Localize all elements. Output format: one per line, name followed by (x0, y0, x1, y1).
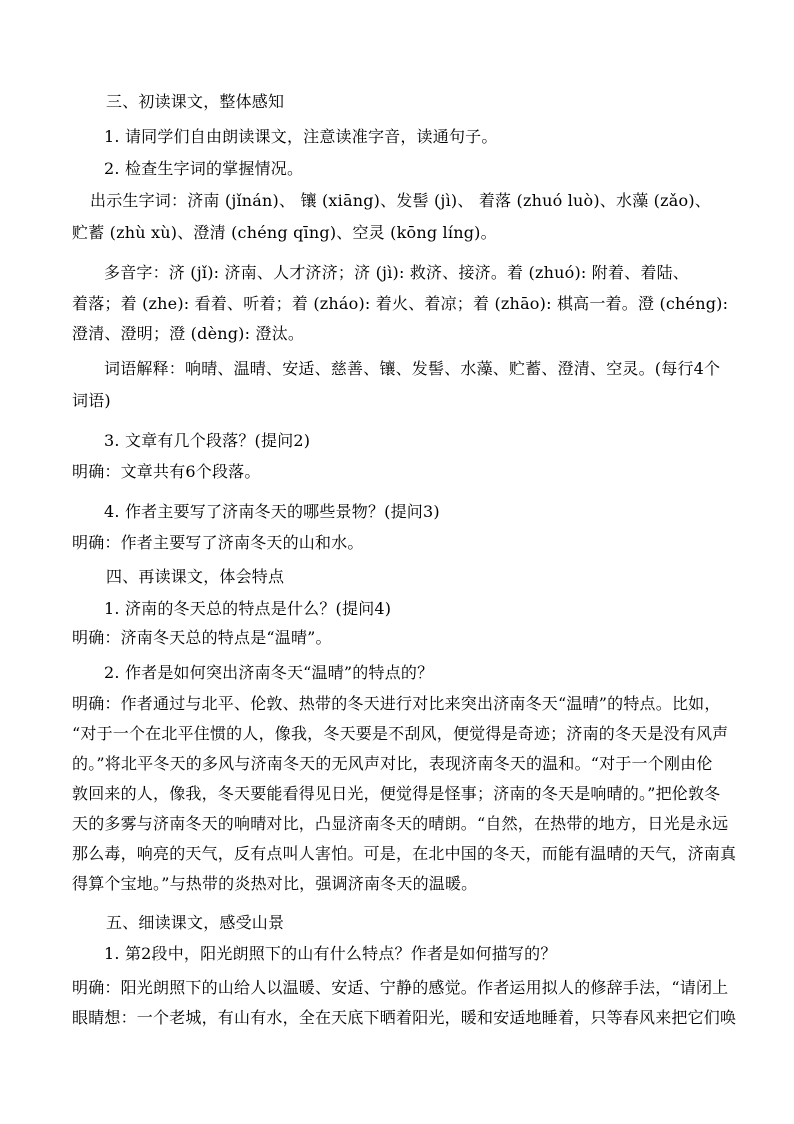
question-3: 3. 文章有几个段落？(提问2) (104, 431, 311, 450)
answer-5-1-line-1: 明确：阳光朗照下的山给人以温暖、安适、宁静的感觉。作者运用拟人的修辞手法，“请闭上 (72, 978, 729, 997)
question-4-2: 2. 作者是如何突出济南冬天“温晴”的特点的？ (104, 663, 434, 682)
answer-5-1-line-2: 眼睛想：一个老城，有山有水，全在天底下晒着阳光，暖和安适地睡着，只等春风来把它们唤 (72, 1008, 737, 1027)
section-heading-4: 四、再读课文，体会特点 (106, 567, 285, 586)
section-heading-3: 三、初读课文，整体感知 (106, 92, 285, 111)
answer-4: 明确：作者主要写了济南冬天的山和水。 (72, 533, 364, 552)
answer-4-2-line-5: 天的多雾与济南冬天的响晴对比，凸显济南冬天的晴朗。“自然，在热带的地方，日光是永远 (72, 814, 729, 833)
question-4: 4. 作者主要写了济南冬天的哪些景物？(提问3) (104, 502, 440, 521)
list-item-2: 2. 检查生字词的掌握情况。 (104, 159, 304, 178)
section-heading-5: 五、细读课文，感受山景 (106, 913, 285, 932)
answer-4-2-line-2: “对于一个在北平住惯的人，像我，冬天要是不刮风，便觉得是奇迹；济南的冬天是没有风声 (72, 724, 729, 743)
polyphone-line-3: 澄清、澄明；澄 (dèng): 澄汰。 (72, 324, 305, 343)
vocab-line-1: 词语解释：响晴、温晴、安适、慈善、镶、发髻、水藻、贮蓄、澄清、空灵。(每行4个 (104, 359, 721, 378)
polyphone-line-1: 多音字：济 (jǐ): 济南、人才济济；济 (jì): 救济、接济。着 (zhuó): 附着、着陆、 (104, 263, 689, 282)
answer-4-1: 明确：济南冬天总的特点是“温晴”。 (72, 628, 332, 647)
answer-3: 明确：文章共有6个段落。 (72, 462, 261, 481)
answer-4-2-line-3: 的。”将北平冬天的多风与济南冬天的无风声对比，表现济南冬天的温和。“对于一个刚由伦 (72, 754, 713, 773)
answer-4-2-line-7: 得算个宝地。”与热带的炎热对比，强调济南冬天的温暖。 (72, 874, 478, 893)
list-item-1: 1. 请同学们自由朗读课文，注意读准字音，读通句子。 (104, 127, 498, 146)
polyphone-line-2: 着落；着 (zhe): 看着、听着；着 (zháo): 着火、着凉；着 (zhāo): 棋高一着。澄 (chéng): (72, 294, 729, 313)
question-5-1: 1. 第2段中，阳光朗照下的山有什么特点？作者是如何描写的？ (104, 944, 557, 963)
answer-4-2-line-1: 明确：作者通过与北平、伦敦、热带的冬天进行对比来突出济南冬天“温晴”的特点。比如， (72, 694, 721, 713)
new-words-line-2: 贮蓄 (zhù xù)、澄清 (chéng qīng)、空灵 (kōng líng)。 (72, 223, 497, 242)
answer-4-2-line-4: 敦回来的人，像我，冬天要能看得见日光，便觉得是怪事；济南的冬天是响晴的。”把伦敦冬 (72, 784, 721, 803)
question-4-1: 1. 济南的冬天总的特点是什么？(提问4) (104, 599, 392, 618)
new-words-line-1: 出示生字词：济南 (jǐnán)、 镶 (xiāng)、发髻 (jì)、 着落 (zhuó luò)、水藻 (zǎo)、 (90, 191, 711, 210)
vocab-line-2: 词语) (72, 391, 111, 410)
answer-4-2-line-6: 那么毒，响亮的天气，反有点叫人害怕。可是，在北中国的冬天，而能有温晴的天气，济南真 (72, 844, 737, 863)
